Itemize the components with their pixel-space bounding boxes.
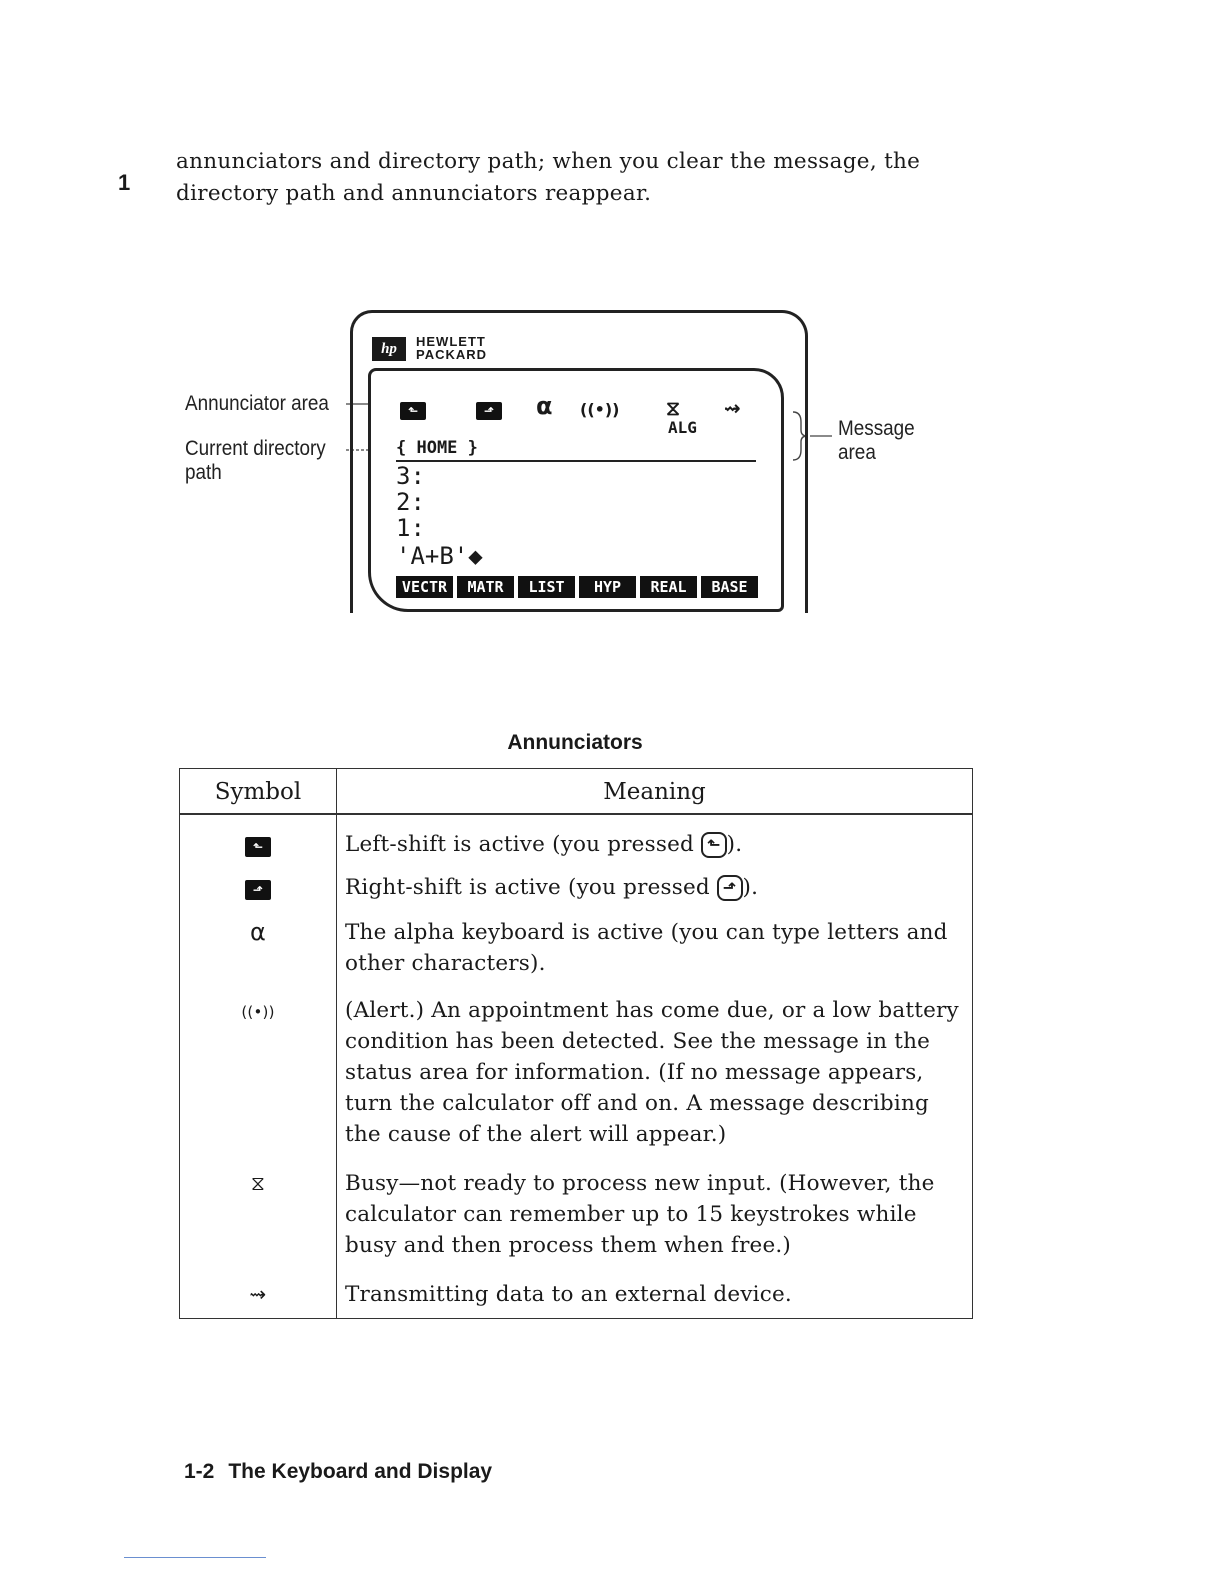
busy-hourglass-icon: ⧖ <box>250 1171 266 1195</box>
intro-paragraph: annunciators and directory path; when you clear the message, the directory path and annunciators reappear. <box>176 149 921 206</box>
menu-key-list: LIST <box>518 576 575 598</box>
transmit-arrow-icon: ⇝ <box>249 1282 267 1306</box>
page-footer <box>184 1460 492 1484</box>
stack-level-3: 3: <box>396 462 425 490</box>
left-shift-icon: ⬑ <box>245 837 271 857</box>
alpha-icon: α <box>249 918 267 946</box>
menu-key-matr: MATR <box>457 576 514 598</box>
table-row <box>180 814 973 866</box>
message-area-label: Message area <box>838 417 915 464</box>
lcd-screen <box>384 378 762 600</box>
meaning-cell: (Alert.) An appointment has come due, or a low battery condition has been detected. See the message in the status area for information. (If no message appears, turn the calculator off and on. A message describing the cause of the alert will appear.) <box>337 985 973 1156</box>
table-row <box>180 866 973 909</box>
footer-rule <box>124 1557 266 1558</box>
menu-key-bar <box>396 576 758 598</box>
transmit-annunciator-icon: ⇝ <box>724 396 741 420</box>
table-row <box>180 1156 973 1267</box>
menu-key-real: REAL <box>640 576 697 598</box>
section-title: The Keyboard and Display <box>228 1460 493 1483</box>
mode-indicator: ALG <box>668 418 697 437</box>
menu-key-hyp: HYP <box>579 576 636 598</box>
meaning-cell: Left-shift is active (you pressed ⬑ ). <box>337 814 973 866</box>
stack-level-2: 2: <box>396 488 425 516</box>
chapter-tab: 1 <box>118 170 131 195</box>
brand-name: HEWLETT PACKARD <box>416 334 488 362</box>
symbol-column-header: Symbol <box>180 769 337 815</box>
current-directory-path-label: Current directory path <box>185 437 326 484</box>
menu-key-vectr: VECTR <box>396 576 453 598</box>
meaning-cell: Busy—not ready to process new input. (However, the calculator can remember up to 15 keystrokes while busy and then process them when free.) <box>337 1156 973 1267</box>
page-number: 1-2 <box>184 1460 215 1483</box>
right-shift-key-icon: ⬏ <box>717 875 743 901</box>
left-shift-annunciator-icon: ⬑ <box>400 402 426 420</box>
meaning-cell: The alpha keyboard is active (you can type letters and other characters). <box>337 909 973 985</box>
table-row <box>180 985 973 1156</box>
hp-logo: hp <box>372 337 406 361</box>
alpha-annunciator-icon: α <box>536 392 553 420</box>
table-row <box>180 909 973 985</box>
stack-level-1: 1: <box>396 514 425 542</box>
meaning-cell: Right-shift is active (you pressed ⬏ ). <box>337 866 973 909</box>
busy-annunciator-icon: ⧖ <box>666 396 681 420</box>
left-shift-key-icon: ⬑ <box>701 832 727 858</box>
alert-annunciator-icon: ((•)) <box>580 400 620 419</box>
calculator-display-figure <box>170 300 950 630</box>
table-header-row <box>180 769 973 815</box>
alert-icon: ((•)) <box>241 1003 275 1021</box>
right-shift-icon: ⬏ <box>245 880 271 900</box>
menu-key-base: BASE <box>701 576 758 598</box>
directory-path: { HOME } <box>396 438 478 458</box>
annunciator-area-label: Annunciator area <box>185 392 329 415</box>
annunciators-table <box>179 768 973 1319</box>
right-shift-annunciator-icon: ⬏ <box>476 402 502 420</box>
status-divider <box>396 460 756 462</box>
meaning-cell: Transmitting data to an external device. <box>337 1267 973 1319</box>
table-title: Annunciators <box>507 731 643 754</box>
meaning-column-header: Meaning <box>337 769 973 815</box>
command-line: 'A+B'◆ <box>396 542 483 570</box>
table-row <box>180 1267 973 1319</box>
